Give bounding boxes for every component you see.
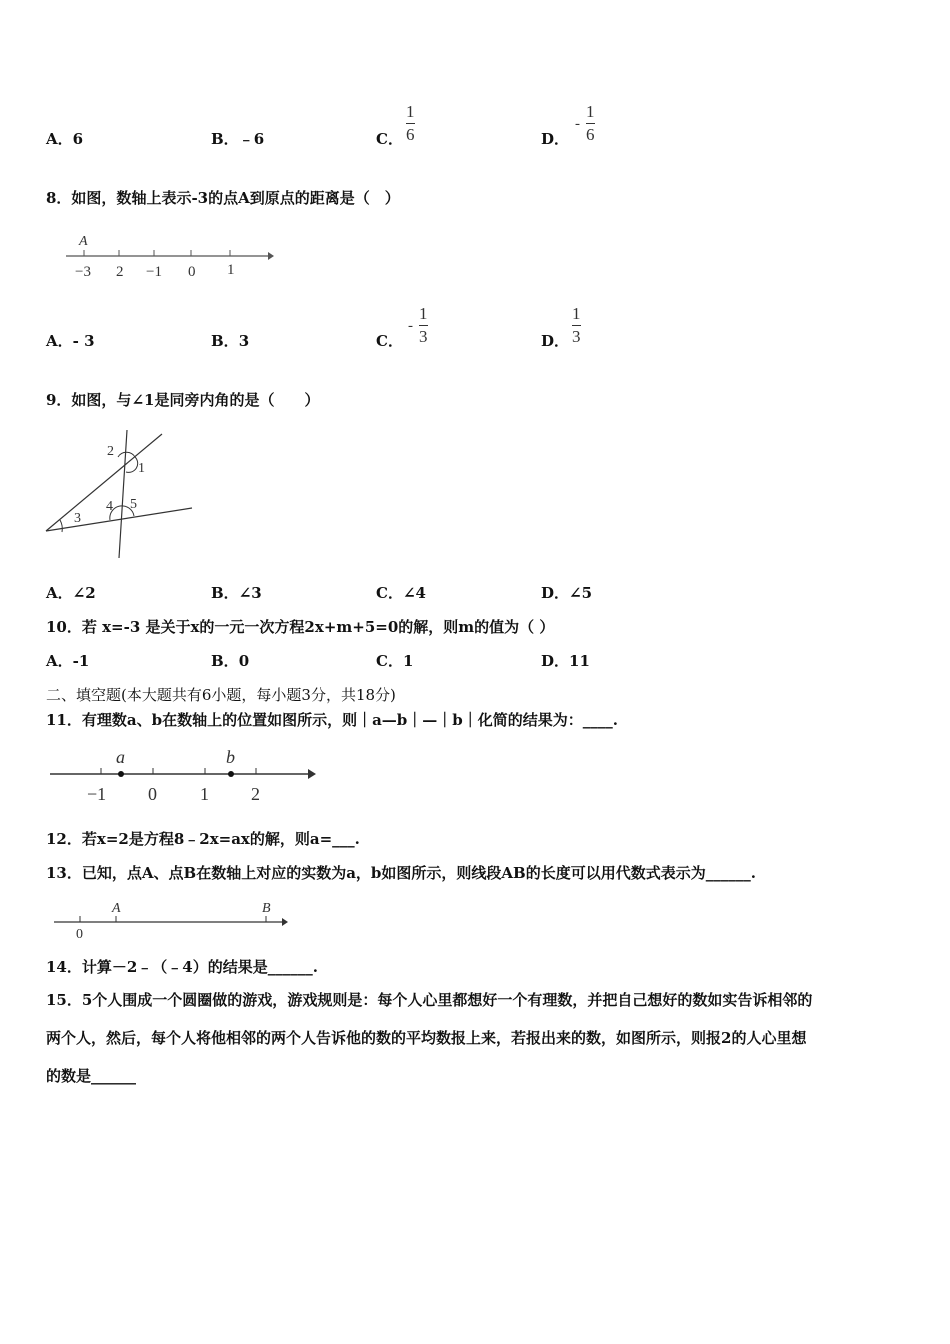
q8-number-line	[60, 228, 280, 284]
tick-label: −1	[146, 264, 162, 280]
tick-label: −3	[75, 264, 91, 280]
point-a	[118, 771, 124, 777]
q8-option-c[interactable]	[376, 330, 403, 351]
q8-stem: 8．如图，数轴上表示-3的点A到原点的距离是（ ）	[46, 189, 400, 207]
q9-option-a[interactable]	[46, 582, 96, 603]
tick-label: 0	[148, 784, 157, 804]
point-label-a: A	[79, 234, 88, 249]
tick-label: −1	[87, 784, 107, 804]
q8-option-c-fraction	[419, 304, 428, 347]
option-label: A．	[46, 584, 73, 602]
point-label-b: B	[262, 901, 271, 916]
q13-number-line	[50, 896, 300, 942]
q7-option-d-fraction	[586, 102, 595, 145]
option-text: -1	[72, 652, 90, 670]
point-b	[228, 771, 234, 777]
q10-stem: 10．若 x=-3 是关于x的一元一次方程2x+m+5=0的解，则m的值为（ ）	[46, 618, 555, 636]
point-label-a: a	[116, 747, 125, 767]
option-label: A．	[46, 652, 73, 670]
q10-option-a[interactable]	[46, 650, 89, 671]
tick-label: 0	[188, 264, 196, 280]
tick-label: 2	[251, 784, 260, 804]
base-line	[46, 508, 192, 531]
q9-option-c[interactable]	[376, 582, 426, 603]
option-text: ∠3	[238, 584, 262, 602]
numerator: 1	[406, 102, 415, 121]
numerator: 1	[572, 304, 581, 323]
q7-option-a[interactable]	[46, 128, 83, 149]
option-text: ∠2	[72, 584, 96, 602]
q9-option-d[interactable]	[541, 582, 592, 603]
q7-option-c[interactable]	[376, 128, 403, 149]
denominator: 3	[419, 327, 428, 346]
angle-label: 1	[138, 461, 145, 476]
numerator: 1	[419, 304, 428, 323]
axis-arrow	[268, 252, 274, 260]
option-text: ∠4	[402, 584, 426, 602]
option-text: ﹣6	[238, 130, 265, 148]
denominator: 6	[586, 125, 595, 144]
option-label: D．	[541, 332, 570, 350]
q12-stem: 12．若x=2是方程8﹣2x=ax的解，则a=___.	[46, 830, 360, 848]
q11-stem: 11．有理数a、b在数轴上的位置如图所示，则｜a—b｜—｜b｜化简的结果为：____.	[46, 711, 619, 729]
q9-angle-figure	[40, 424, 200, 564]
option-label: B．	[211, 652, 239, 670]
vertical-line	[119, 430, 127, 558]
angle-label: 3	[74, 511, 81, 526]
angle-label: 2	[107, 444, 114, 459]
tick-label: 1	[200, 784, 209, 804]
axis-arrow	[282, 918, 288, 926]
angle-label: 5	[130, 497, 137, 512]
option-label: A．	[46, 332, 73, 350]
option-text: 6	[72, 130, 84, 148]
q7-option-d[interactable]	[541, 128, 569, 149]
option-text: 0	[238, 652, 250, 670]
option-text: 3	[238, 332, 250, 350]
q15-line-3: 的数是______	[46, 1067, 137, 1085]
axis-arrow	[308, 769, 316, 779]
option-label: C．	[376, 332, 403, 350]
option-label: B．	[211, 584, 239, 602]
q8-option-d[interactable]	[541, 330, 569, 351]
q7-option-b[interactable]	[211, 128, 264, 149]
tick-label: 2	[116, 264, 124, 280]
option-label: B．	[211, 332, 239, 350]
minus-sign: -	[408, 318, 413, 334]
transversal-line	[46, 434, 162, 531]
option-label: A．	[46, 130, 73, 148]
q11-number-line	[44, 742, 324, 808]
angle-label: 4	[106, 499, 113, 514]
option-label: B．	[211, 130, 239, 148]
option-label: D．	[541, 652, 570, 670]
q13-stem: 13．已知，点A、点B在数轴上对应的实数为a，b如图所示，则线段AB的长度可以用代数式表示为______.	[46, 864, 756, 882]
q10-option-b[interactable]	[211, 650, 249, 671]
origin-label: 0	[76, 927, 83, 942]
numerator: 1	[586, 102, 595, 121]
q10-option-d[interactable]	[541, 650, 590, 671]
q8-option-a[interactable]	[46, 330, 95, 351]
option-label: C．	[376, 584, 403, 602]
denominator: 6	[406, 125, 415, 144]
option-text: 11	[569, 652, 590, 670]
option-label: C．	[376, 652, 403, 670]
option-label: C．	[376, 130, 403, 148]
q7-option-c-fraction	[406, 102, 415, 145]
point-label-b: b	[226, 747, 235, 767]
section-heading: 二、填空题(本大题共有6小题，每小题3分，共18分)	[46, 686, 396, 704]
q9-option-b[interactable]	[211, 582, 262, 603]
option-text: ∠5	[569, 584, 593, 602]
q15-line-2: 两个人，然后，每个人将他相邻的两个人告诉他的数的平均数报上来，若报出来的数，如图所示，则报2的人心里想	[46, 1029, 807, 1047]
q14-stem: 14．计算－2﹣（﹣4）的结果是______.	[46, 958, 318, 976]
angle-arc	[118, 452, 135, 457]
q10-option-c[interactable]	[376, 650, 413, 671]
option-text: - 3	[72, 332, 95, 350]
q15-line-1: 15．5个人围成一个圆圈做的游戏，游戏规则是：每个人心里都想好一个有理数，并把自己想好的数如实告诉相邻的	[46, 991, 813, 1009]
q8-option-d-fraction	[572, 304, 581, 347]
angle-arc	[60, 520, 62, 532]
option-label: D．	[541, 130, 570, 148]
point-label-a: A	[112, 901, 121, 916]
option-label: D．	[541, 584, 570, 602]
minus-sign: -	[575, 116, 580, 132]
tick-label: 1	[227, 262, 235, 278]
option-text: 1	[402, 652, 414, 670]
q9-stem: 9．如图，与∠1是同旁内角的是（ ）	[46, 391, 320, 409]
denominator: 3	[572, 327, 581, 346]
q8-option-b[interactable]	[211, 330, 249, 351]
